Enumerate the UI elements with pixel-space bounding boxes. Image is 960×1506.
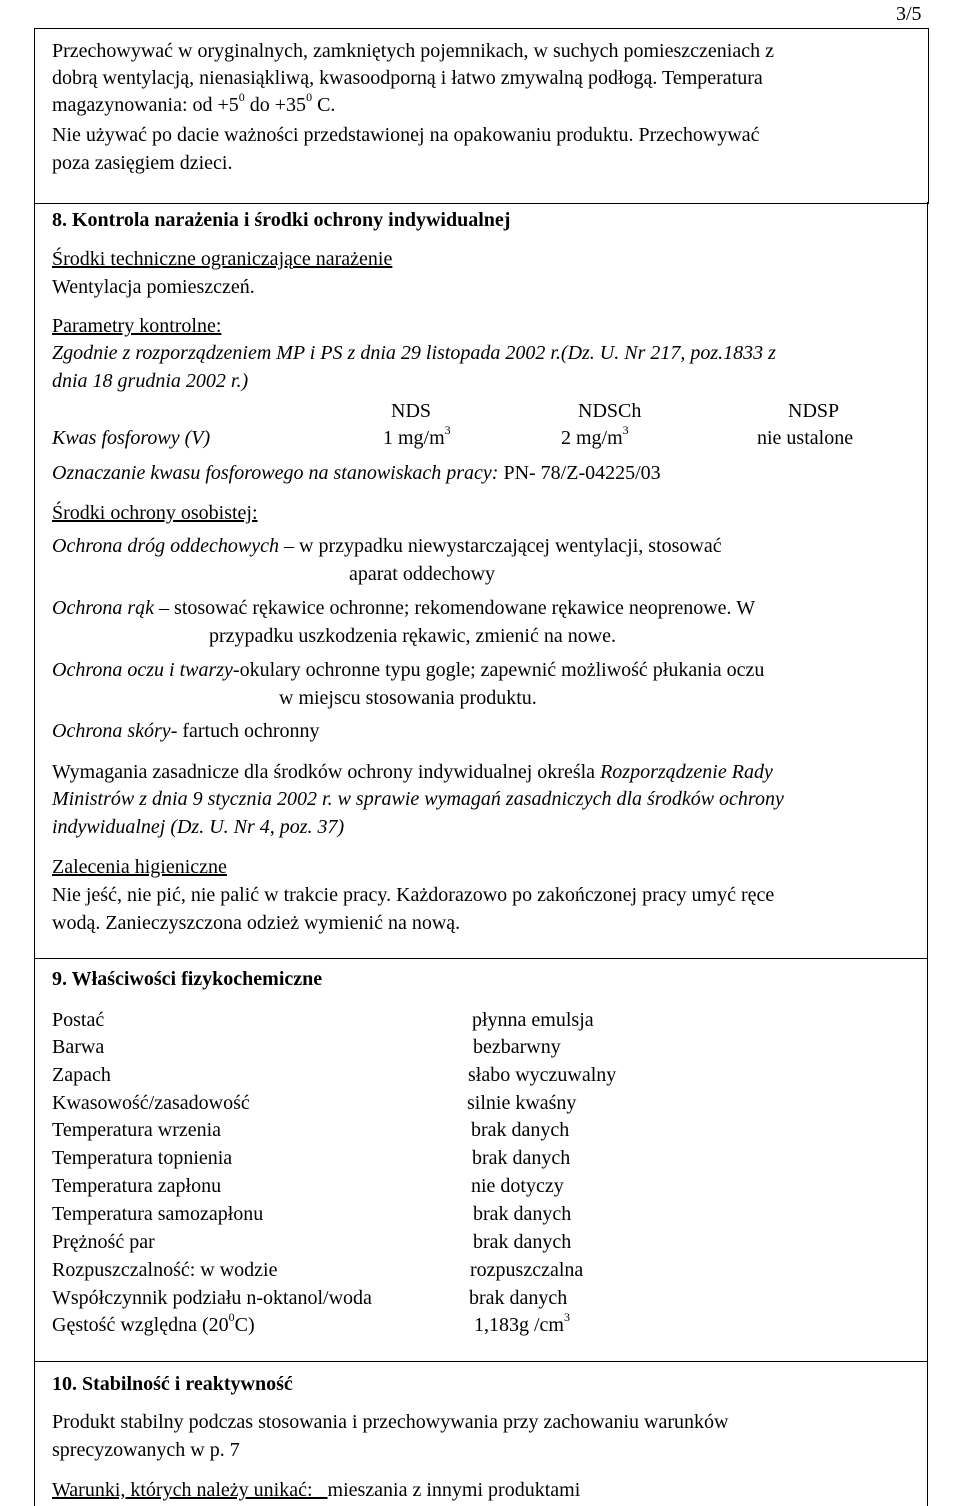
property-label: Temperatura wrzenia — [52, 1119, 222, 1141]
property-label: Prężność par — [52, 1231, 155, 1253]
property-value: brak danych — [473, 1203, 572, 1225]
table-header-nds: NDS — [391, 400, 432, 422]
marking-value: PN- 78/Z-04225/03 — [503, 462, 661, 484]
ventilation-text: Wentylacja pomieszczeń. — [52, 276, 255, 298]
respiratory-protection-line-2: aparat oddechowy — [349, 563, 496, 585]
property-value: brak danych — [471, 1119, 570, 1141]
frame-left-border — [34, 202, 35, 1506]
skin-protection-line: Ochrona skóry- fartuch ochronny — [52, 720, 320, 742]
table-nds-value: 1 $mg/m^3$ — [383, 423, 451, 449]
section8-heading: 8. Kontrola narażenia i środki ochrony indywidualnej — [52, 209, 511, 231]
table-header-ndsp: NDSP — [788, 400, 840, 422]
property-value: brak danych — [473, 1231, 572, 1253]
hygiene-line-2: wodą. Zanieczyszczona odzież wymienić na nową. — [52, 912, 461, 934]
section9-divider — [34, 958, 928, 959]
density-label: Gęstość względna $(20^0C)$ — [52, 1310, 255, 1336]
property-value: brak danych — [469, 1287, 568, 1309]
storage-line-5: poza zasięgiem dzieci. — [52, 152, 233, 174]
stability-line-2: sprecyzowanych w p. 7 — [52, 1439, 240, 1461]
hygiene-line-1: Nie jeść, nie pić, nie palić w trakcie pracy. Każdorazowo po zakończonej pracy umyć ręce — [52, 884, 775, 906]
table-ndsp-value: nie ustalone — [757, 427, 854, 449]
property-label: Temperatura zapłonu — [52, 1175, 222, 1197]
avoid-conditions-label: Warunki, których należy unikać: — [52, 1479, 328, 1501]
property-value: bezbarwny — [473, 1036, 561, 1058]
property-value: brak danych — [472, 1147, 571, 1169]
property-label: Rozpuszczalność: w wodzie — [52, 1259, 278, 1281]
storage-line-2: dobrą wentylacją, nienasiąkliwą, kwasoodporną i łatwo zmywalną podłogą. Temperatura — [52, 67, 763, 89]
property-value: rozpuszczalna — [470, 1259, 584, 1281]
respiratory-protection-line-1: Ochrona dróg oddechowych – w przypadku niewystarczającej wentylacji, stosować — [52, 535, 722, 557]
eye-protection-line-2: w miejscu stosowania produktu. — [279, 687, 537, 709]
property-label: Temperatura topnienia — [52, 1147, 233, 1169]
storage-line-4: Nie używać po dacie ważności przedstawionej na opakowaniu produktu. Przechowywać — [52, 124, 760, 146]
section9-heading: 9. Właściwości fizykochemiczne — [52, 968, 323, 990]
hand-protection-line-2: przypadku uszkodzenia rękawic, zmienić na nowe. — [209, 625, 617, 647]
avoid-conditions-line — [52, 1480, 580, 1500]
property-label: Postać — [52, 1009, 105, 1031]
storage-line-1: Przechowywać w oryginalnych, zamkniętych pojemnikach, w suchych pomieszczeniach z — [52, 40, 774, 62]
density-value: 1,183g $/cm^3$ — [474, 1310, 570, 1336]
property-label: Barwa — [52, 1036, 105, 1058]
hygiene-title: Zalecenia higieniczne — [52, 856, 227, 878]
requirements-line-1: Wymagania zasadnicze dla środków ochrony indywidualnej określa Rozporządzenie Rady — [52, 761, 773, 783]
regulation-line-2: dnia 18 grudnia 2002 r.) — [52, 370, 249, 392]
avoid-conditions-value: mieszania z innymi produktami — [327, 1479, 581, 1501]
property-value: płynna emulsja — [472, 1009, 594, 1031]
regulation-line-1: Zgodnie z rozporządzeniem MP i PS z dnia 29 listopada 2002 r.(Dz. U. Nr 217, poz.1833 z — [52, 342, 776, 364]
table-ndsch-value: 2 $mg/m^3$ — [561, 423, 629, 449]
property-value: słabo wyczuwalny — [468, 1064, 617, 1086]
property-label: Zapach — [52, 1064, 111, 1086]
property-label: Temperatura samozapłonu — [52, 1203, 264, 1225]
property-value: silnie kwaśny — [467, 1092, 577, 1114]
stability-line-1: Produkt stabilny podczas stosowania i przechowywania przy zachowaniu warunków — [52, 1411, 729, 1433]
page-number: 3/5 — [896, 3, 922, 25]
table-header-ndsch: NDSCh — [578, 400, 642, 422]
eye-protection-line-1: Ochrona oczu i twarzy-okulary ochronne typu gogle; zapewnić możliwość płukania oczu — [52, 659, 765, 681]
property-value: nie dotyczy — [471, 1175, 564, 1197]
section10-divider — [34, 1361, 928, 1362]
frame-right-border — [927, 202, 928, 1506]
hand-protection-line-1: Ochrona rąk – stosować rękawice ochronne; rekomendowane rękawice neoprenowe. W — [52, 597, 756, 619]
ppe-title: Środki ochrony osobistej: — [52, 502, 258, 524]
property-label: Kwasowość/zasadowość — [52, 1092, 250, 1114]
property-label: Współczynnik podziału n-oktanol/woda — [52, 1287, 372, 1309]
requirements-line-3: indywidualnej (Dz. U. Nr 4, poz. 37) — [52, 816, 345, 838]
storage-line-3: magazynowania: od $+5^0$ do $+35^0$ C. — [52, 90, 336, 116]
control-parameters-title: Parametry kontrolne: — [52, 315, 222, 337]
table-row-label: Kwas fosforowy (V) — [52, 427, 211, 449]
engineering-controls-title: Środki techniczne ograniczające narażenie — [52, 248, 393, 270]
marking-line — [52, 463, 661, 483]
requirements-line-2: Ministrów z dnia 9 stycznia 2002 r. w sprawie wymagań zasadniczych dla środków ochrony — [52, 788, 784, 810]
section10-heading: 10. Stabilność i reaktywność — [52, 1373, 293, 1395]
marking-label: Oznaczanie kwasu fosforowego na stanowiskach pracy: — [52, 462, 499, 484]
